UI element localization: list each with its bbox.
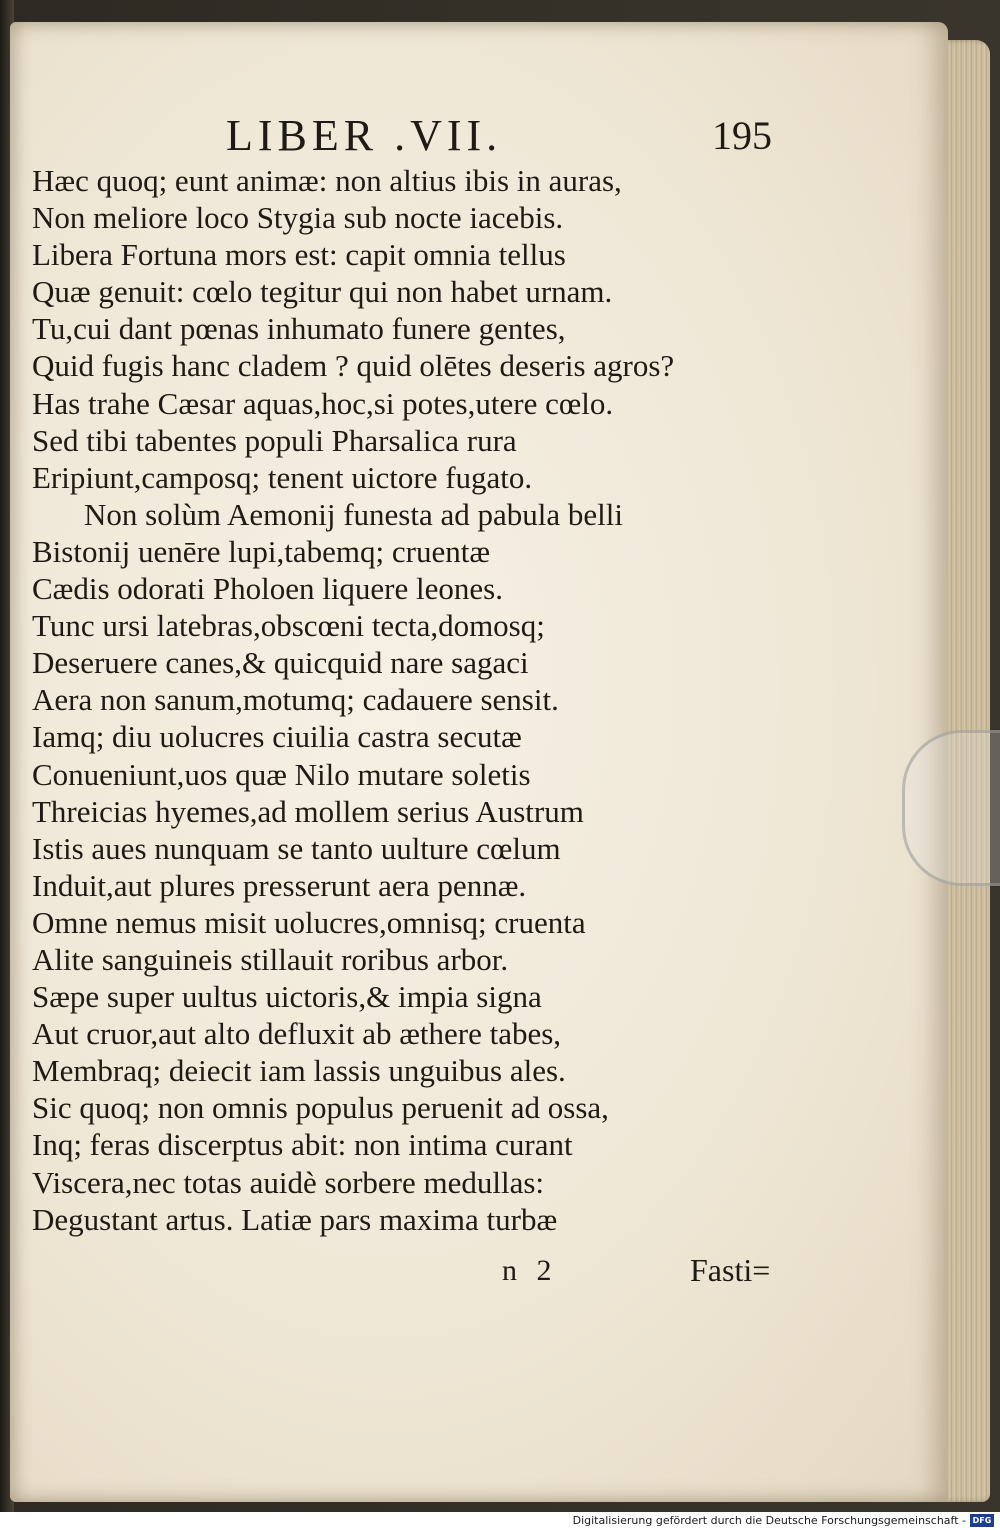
- verse-line: Degustant artus. Latiæ pars maxima turbæ: [32, 1201, 558, 1237]
- verse-line: Tu,cui dant pœnas inhumato funere gentes,: [32, 311, 566, 347]
- verse-line: Cædis odorati Pholoen liquere leones.: [32, 571, 503, 607]
- page-number: 195: [712, 113, 772, 158]
- verse-line: Bistonij uenēre lupi,tabemq; cruentæ: [32, 533, 491, 569]
- verse-line: Sic quoq; non omnis populus peruenit ad ossa,: [32, 1090, 609, 1126]
- page-clip: [902, 730, 1000, 886]
- funding-credit: Digitalisierung gefördert durch die Deutsche Forschungsgemeinschaft -: [572, 1514, 966, 1527]
- verse-line: Threicias hyemes,ad mollem serius Austrum: [32, 793, 584, 829]
- book-page: [10, 22, 948, 1502]
- verse-line: Omne nemus misit uolucres,omnisq; cruenta: [32, 904, 586, 940]
- verse-line: Eripiunt,camposq; tenent uictore fugato.: [32, 459, 533, 495]
- verse-line: Inq; feras discerptus abit: non intima curant: [32, 1127, 573, 1163]
- verse-line: Conueniunt,uos quæ Nilo mutare soletis: [32, 756, 531, 792]
- verse-line: Iamq; diu uolucres ciuilia castra secutæ: [32, 719, 522, 755]
- verse-line: Hæc quoq; eunt animæ: non altius ibis in auras,: [32, 163, 622, 198]
- catchword: Fasti=: [690, 1252, 771, 1288]
- verse-line: Sed tibi tabentes populi Pharsalica rura: [32, 422, 517, 458]
- verse-line: Deseruere canes,& quicquid nare sagaci: [32, 645, 529, 681]
- running-head: LIBER .VII.: [226, 111, 503, 160]
- verse-line: Quid fugis hanc cladem ? quid olētes deseris agros?: [32, 348, 675, 384]
- verse-line: Aera non sanum,motumq; cadauere sensit.: [32, 682, 559, 718]
- signature-mark: n 2: [502, 1254, 558, 1287]
- verse-text-block: [32, 162, 812, 1238]
- verse-line: Viscera,nec totas auidè sorbere medullas:: [32, 1164, 545, 1200]
- verse-line: Quæ genuit: cœlo tegitur qui non habet urnam.: [32, 274, 613, 310]
- verse-line: Alite sanguineis stillauit roribus arbor.: [32, 941, 509, 977]
- verse-line: Sæpe super uultus uictoris,& impia signa: [32, 979, 542, 1015]
- verse-line: Induit,aut plures presserunt aera pennæ.: [32, 867, 527, 903]
- verse-line: Membraq; deiecit iam lassis unguibus ales.: [32, 1053, 566, 1089]
- verse-line: Libera Fortuna mors est: capit omnia tellus: [32, 237, 566, 273]
- dfg-logo-icon[interactable]: DFG: [970, 1514, 994, 1527]
- verse-line: Tunc ursi latebras,obscœni tecta,domosq;: [32, 608, 545, 644]
- verse-line: Non meliore loco Stygia sub nocte iacebis.: [32, 200, 564, 236]
- verse-line: Istis aues nunquam se tanto uulture cœlum: [32, 830, 561, 866]
- verse-line-indented: Non solùm Aemonij funesta ad pabula belli: [84, 496, 623, 532]
- verse-line: Has trahe Cæsar aquas,hoc,si potes,utere cœlo.: [32, 385, 614, 421]
- verse-line: Aut cruor,aut alto defluxit ab æthere tabes,: [32, 1016, 562, 1052]
